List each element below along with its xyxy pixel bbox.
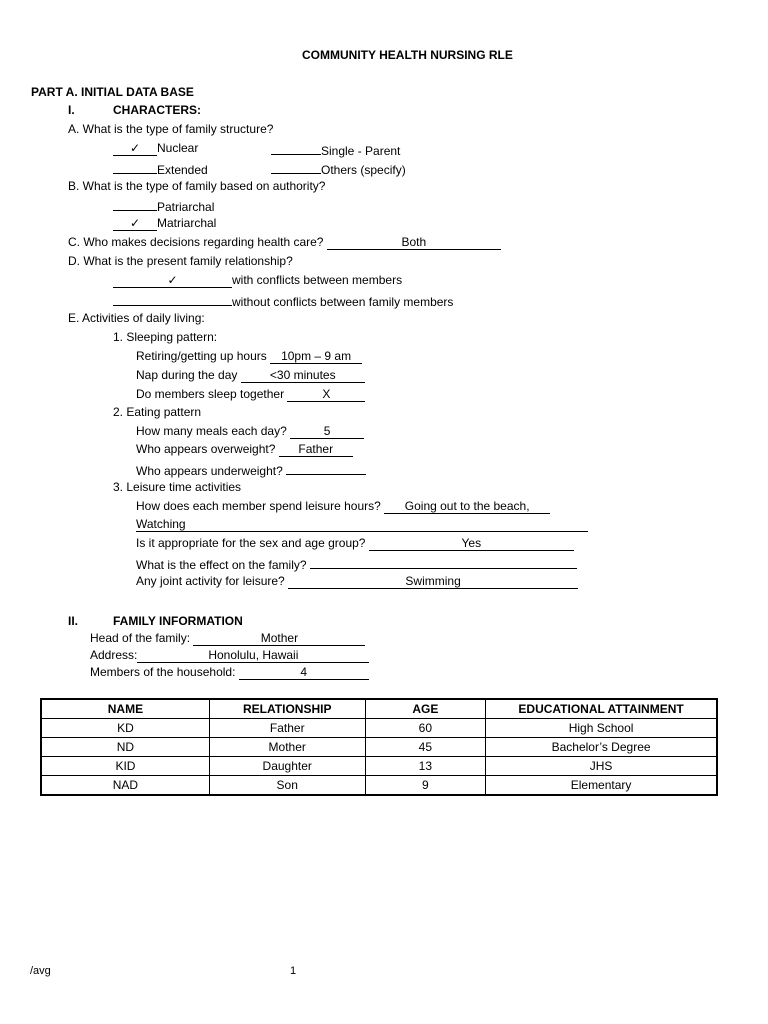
cell-age: 60: [365, 719, 486, 738]
nuclear-blank[interactable]: ✓: [113, 142, 157, 156]
leisure-how-row: [136, 499, 550, 514]
option-single-parent: [271, 141, 400, 158]
cell-relationship: Father: [209, 719, 365, 738]
question-d: D. What is the present family relationship?: [68, 254, 293, 268]
cell-age: 13: [365, 757, 486, 776]
appropriate-question: Is it appropriate for the sex and age group?: [136, 536, 366, 550]
nap-field[interactable]: <30 minutes: [241, 369, 365, 383]
section-1-number: I.: [68, 103, 75, 117]
question-e: E. Activities of daily living:: [68, 311, 205, 325]
meals-question: How many meals each day?: [136, 424, 287, 438]
underweight-question: Who appears underweight?: [136, 464, 283, 478]
meals-field[interactable]: 5: [290, 425, 364, 439]
single-parent-label: Single - Parent: [321, 144, 401, 158]
joint-activity-row: [136, 574, 578, 589]
sleep-together-field[interactable]: X: [287, 388, 365, 402]
decision-maker-field[interactable]: Both: [327, 236, 501, 250]
joint-activity-question: Any joint activity for leisure?: [136, 574, 285, 588]
cell-relationship: Daughter: [209, 757, 365, 776]
with-conflicts-blank[interactable]: ✓: [113, 274, 232, 288]
household-members-question: Members of the household:: [90, 665, 236, 679]
address-field[interactable]: Honolulu, Hawaii: [137, 649, 369, 663]
option-others: [271, 160, 406, 177]
retiring-row: [136, 349, 362, 364]
cell-education: JHS: [486, 757, 717, 776]
leisure-how-row-2: [136, 517, 588, 532]
without-conflicts-label: without conflicts between family members: [232, 295, 454, 309]
cell-relationship: Son: [209, 776, 365, 796]
cell-name: KID: [41, 757, 209, 776]
leisure-how-field-line1[interactable]: Going out to the beach,: [384, 500, 550, 514]
matriarchal-label: Matriarchal: [157, 216, 217, 230]
cell-name: ND: [41, 738, 209, 757]
address-row: [90, 648, 369, 663]
footer-left-text: /avg: [30, 965, 51, 977]
address-question: Address:: [90, 648, 138, 662]
question-c-text: C. Who makes decisions regarding health care?: [68, 235, 324, 249]
appropriate-row: [136, 536, 574, 551]
table-row: [41, 757, 717, 776]
overweight-question: Who appears overweight?: [136, 442, 276, 456]
header-relationship: RELATIONSHIP: [209, 699, 365, 719]
table-row: [41, 776, 717, 796]
table-row: [41, 738, 717, 757]
patriarchal-label: Patriarchal: [157, 200, 215, 214]
overweight-row: [136, 442, 353, 457]
option-nuclear: [113, 141, 198, 156]
extended-label: Extended: [157, 163, 208, 177]
nap-row: [136, 368, 365, 383]
cell-name: KD: [41, 719, 209, 738]
overweight-field[interactable]: Father: [279, 443, 353, 457]
effect-field[interactable]: [310, 555, 577, 569]
patriarchal-blank[interactable]: [113, 197, 157, 211]
section-2-label: FAMILY INFORMATION: [113, 614, 243, 628]
leisure-how-field-line2[interactable]: Watching: [136, 518, 588, 532]
section-2-number: II.: [68, 614, 79, 628]
table-header-row: [41, 699, 717, 719]
question-a: A. What is the type of family structure?: [68, 122, 274, 136]
cell-education: Bachelor’s Degree: [486, 738, 717, 757]
joint-activity-field[interactable]: Swimming: [288, 575, 578, 589]
sleep-together-row: [136, 387, 365, 402]
nap-question: Nap during the day: [136, 368, 238, 382]
members-table: [40, 698, 718, 796]
table-row: [41, 719, 717, 738]
header-name: NAME: [41, 699, 209, 719]
sleeping-pattern-label: 1. Sleeping pattern:: [113, 330, 218, 344]
underweight-row: [136, 461, 366, 478]
household-members-row: [90, 665, 369, 680]
nuclear-label: Nuclear: [157, 141, 199, 155]
meals-row: [136, 424, 364, 439]
cell-education: Elementary: [486, 776, 717, 796]
with-conflicts-label: with conflicts between members: [232, 273, 403, 287]
household-members-field[interactable]: 4: [239, 666, 369, 680]
appropriate-field[interactable]: Yes: [369, 537, 574, 551]
cell-age: 9: [365, 776, 486, 796]
option-matriarchal: [113, 216, 216, 231]
effect-question: What is the effect on the family?: [136, 558, 307, 572]
option-with-conflicts: [113, 273, 402, 288]
effect-row: [136, 555, 577, 572]
retiring-question: Retiring/getting up hours: [136, 349, 267, 363]
retiring-field[interactable]: 10pm – 9 am: [270, 350, 362, 364]
leisure-label: 3. Leisure time activities: [113, 480, 242, 494]
leisure-how-question: How does each member spend leisure hours?: [136, 499, 381, 513]
page-number: 1: [290, 965, 297, 977]
head-of-family-row: [90, 631, 365, 646]
underweight-field[interactable]: [286, 461, 366, 475]
eating-pattern-label: 2. Eating pattern: [113, 405, 202, 419]
section-1-label: CHARACTERS:: [113, 103, 201, 117]
head-of-family-question: Head of the family:: [90, 631, 191, 645]
without-conflicts-blank[interactable]: [113, 292, 232, 306]
option-patriarchal: [113, 197, 214, 214]
question-b: B. What is the type of family based on authority?: [68, 179, 326, 193]
extended-blank[interactable]: [113, 160, 157, 174]
matriarchal-blank[interactable]: ✓: [113, 217, 157, 231]
cell-age: 45: [365, 738, 486, 757]
others-blank[interactable]: [271, 160, 321, 174]
header-education: EDUCATIONAL ATTAINMENT: [486, 699, 717, 719]
part-a-heading: PART A. INITIAL DATA BASE: [31, 85, 194, 99]
question-c: [68, 235, 501, 250]
single-parent-blank[interactable]: [271, 141, 321, 155]
page-title: COMMUNITY HEALTH NURSING RLE: [302, 48, 513, 62]
head-of-family-field[interactable]: Mother: [193, 632, 365, 646]
option-without-conflicts: [113, 292, 453, 309]
cell-education: High School: [486, 719, 717, 738]
others-label: Others (specify): [321, 163, 406, 177]
cell-name: NAD: [41, 776, 209, 796]
option-extended: [113, 160, 208, 177]
sleep-together-question: Do members sleep together: [136, 387, 285, 401]
header-age: AGE: [365, 699, 486, 719]
cell-relationship: Mother: [209, 738, 365, 757]
